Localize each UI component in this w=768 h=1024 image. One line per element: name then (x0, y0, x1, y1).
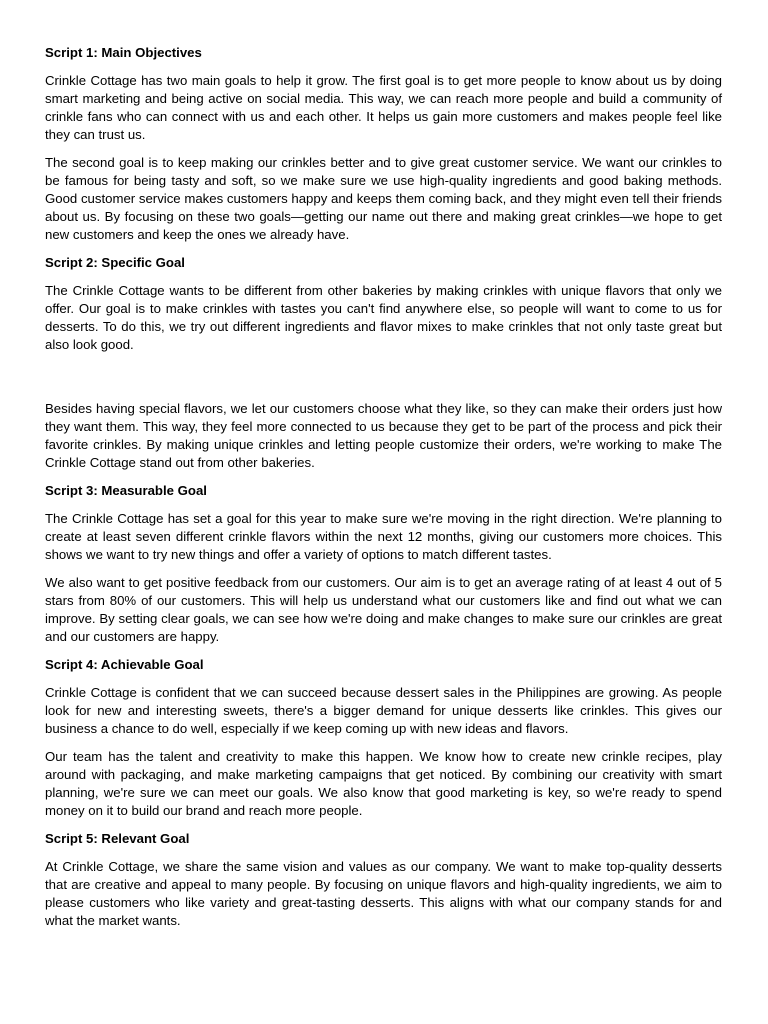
section-heading: Script 5: Relevant Goal (45, 831, 190, 846)
section-measurable-goal (45, 482, 722, 646)
paragraph: The Crinkle Cottage has set a goal for this year to make sure we're moving in the right direction. We're planning to create at least seven different crinkle flavors within the next 12 months, giving our customers more choices. This shows we want to try new things and offer a variety of options to match different tastes. (45, 511, 722, 562)
section-heading: Script 1: Main Objectives (45, 45, 202, 60)
document-page (45, 44, 722, 940)
section-achievable-goal (45, 656, 722, 820)
paragraph: Crinkle Cottage has two main goals to help it grow. The first goal is to get more people to know about us by doing smart marketing and being active on social media. This way, we can reach more people and build a community of crinkle fans who can connect with us and each other. It helps us gain more customers and makes people feel like they can trust us. (45, 73, 722, 142)
section-heading: Script 3: Measurable Goal (45, 483, 207, 498)
paragraph: Our team has the talent and creativity to make this happen. We know how to create new crinkle recipes, play around with packaging, and make marketing campaigns that get noticed. By combining our creativity with smart planning, we're sure we can meet our goals. We also know that good marketing is key, so we're ready to spend money on it to build our brand and reach more people. (45, 749, 722, 818)
section-relevant-goal (45, 830, 722, 930)
paragraph: Besides having special flavors, we let our customers choose what they like, so they can make their orders just how they want them. This way, they feel more connected to us because they get to be part of the process and pick their favorite crinkles. By making unique crinkles and letting people customize their orders, we're working to make The Crinkle Cottage stand out from other bakeries. (45, 401, 722, 470)
section-heading: Script 4: Achievable Goal (45, 657, 204, 672)
paragraph: The second goal is to keep making our crinkles better and to give great customer service. We want our crinkles to be famous for being tasty and soft, so we make sure we use high-quality ingredients and good baking methods. Good customer service makes customers happy and keeps them coming back, and they might even tell their friends about us. By focusing on these two goals—getting our name out there and making great crinkles—we hope to get new customers and keep the ones we already have. (45, 155, 722, 242)
section-heading: Script 2: Specific Goal (45, 255, 185, 270)
paragraph: Crinkle Cottage is confident that we can succeed because dessert sales in the Philippines are growing. As people look for new and interesting sweets, there's a bigger demand for unique desserts like crinkles. This gives our business a chance to do well, especially if we keep coming up with new ideas and flavors. (45, 685, 722, 736)
paragraph: At Crinkle Cottage, we share the same vision and values as our company. We want to make top-quality desserts that are creative and appeal to many people. By focusing on unique flavors and high-quality ingredients, we aim to please customers who like variety and great-tasting desserts. This aligns with what our company stands for and what the market wants. (45, 859, 722, 928)
paragraph: We also want to get positive feedback from our customers. Our aim is to get an average rating of at least 4 out of 5 stars from 80% of our customers. This will help us understand what our customers like and find out what we can improve. By setting clear goals, we can see how we're doing and make changes to make sure our crinkles are great and our customers are happy. (45, 575, 722, 644)
section-specific-goal (45, 254, 722, 472)
section-main-objectives (45, 44, 722, 244)
paragraph: The Crinkle Cottage wants to be different from other bakeries by making crinkles with unique flavors that only we offer. Our goal is to make crinkles with tastes you can't find anywhere else, so people will want to come to us for desserts. To do this, we try out different ingredients and flavor mixes to make crinkles that not only taste great but also look good. (45, 283, 722, 352)
